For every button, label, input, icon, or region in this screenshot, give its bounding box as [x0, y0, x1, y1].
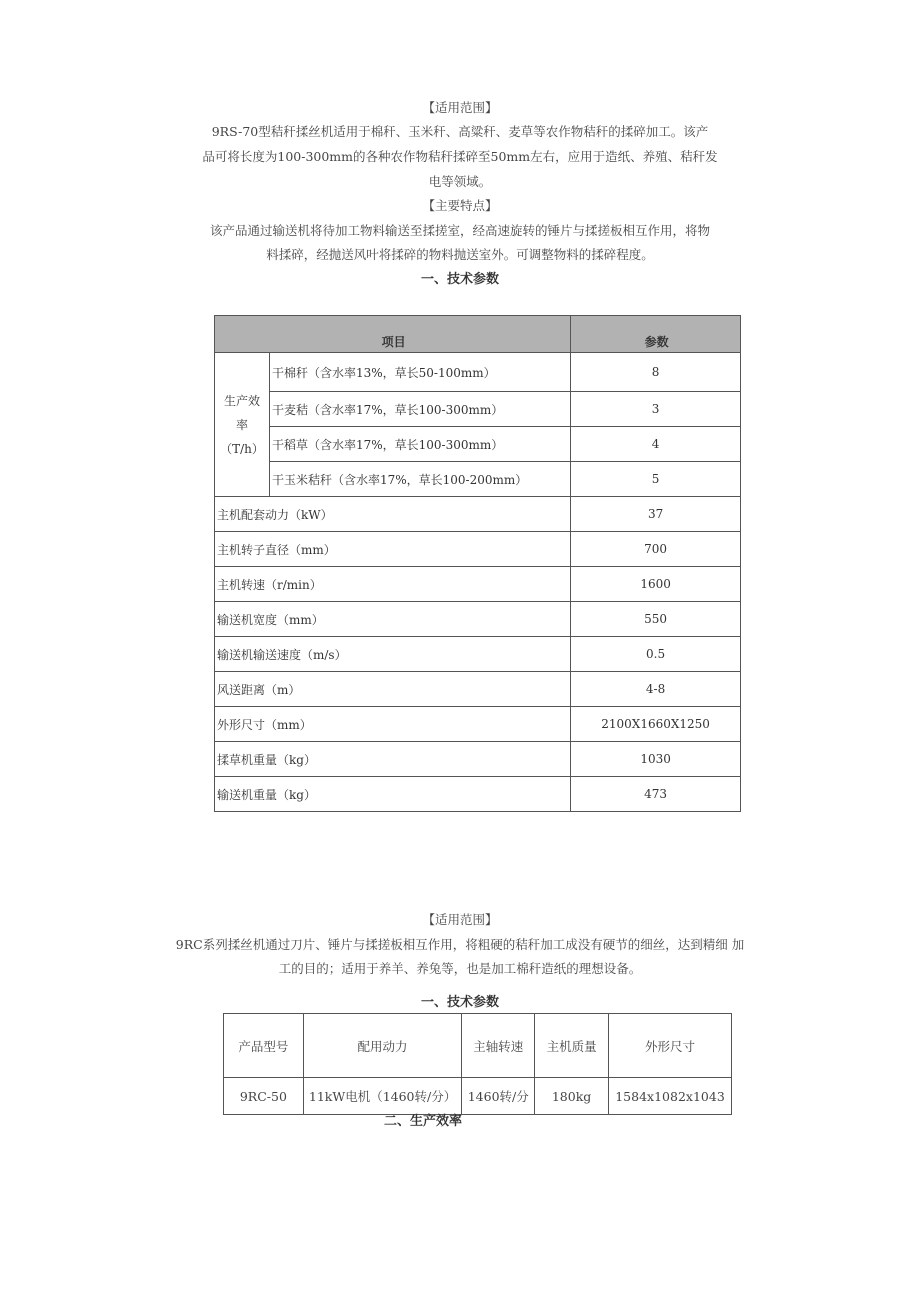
row-value: 0.5: [571, 637, 741, 672]
table-row: [215, 497, 741, 532]
group-label-production-efficiency: [215, 353, 270, 497]
row-label: 主机转子直径（mm）: [215, 532, 571, 567]
table-row: [215, 427, 741, 462]
tech-params-table-1: [214, 315, 741, 812]
row-label: 干麦秸（含水率17%，草长100-300mm）: [269, 392, 570, 427]
tech-params-table-2: [223, 1013, 732, 1115]
row-label: 干稻草（含水率17%，草长100-300mm）: [269, 427, 570, 462]
header-power: 配用动力: [303, 1014, 462, 1078]
cell-mass: 180kg: [535, 1078, 609, 1115]
table-row: [215, 392, 741, 427]
table-row: [215, 532, 741, 567]
row-label: 输送机重量（kg）: [215, 777, 571, 812]
scope2-line-2: 工的目的；适用于养羊、养兔等，也是加工棉秆造纸的理想设备。: [278, 961, 642, 976]
cell-model: 9RC-50: [224, 1078, 304, 1115]
group-label-line: 率: [235, 417, 248, 432]
table-row: [215, 353, 741, 392]
row-value: 4: [571, 427, 741, 462]
table-header-row: [215, 316, 741, 353]
header-param: 参数: [571, 316, 741, 353]
row-label: 主机配套动力（kW）: [215, 497, 571, 532]
header-model: 产品型号: [224, 1014, 304, 1078]
table-row: [215, 777, 741, 812]
row-value: 473: [571, 777, 741, 812]
scope-line-3: 电等领域。: [428, 174, 492, 189]
production-efficiency-title: 二、生产效率: [384, 1114, 463, 1129]
table-row: [215, 672, 741, 707]
header-mass: 主机质量: [535, 1014, 609, 1078]
row-value: 550: [571, 602, 741, 637]
header-spindle-speed: 主轴转速: [462, 1014, 535, 1078]
table-row: [215, 637, 741, 672]
tech-params-title-1: 一、技术参数: [420, 272, 499, 287]
cell-spindle-speed: 1460转/分: [462, 1078, 535, 1115]
row-label: 揉草机重量（kg）: [215, 742, 571, 777]
row-value: 4-8: [571, 672, 741, 707]
header-item: 项目: [215, 316, 571, 353]
scope-heading-2: 【适用范围】: [422, 912, 498, 927]
group-label-line: （T/h）: [220, 441, 264, 456]
row-value: 1030: [571, 742, 741, 777]
table-row: [215, 462, 741, 497]
row-label: 主机转速（r/min）: [215, 567, 571, 602]
row-label: 输送机输送速度（m/s）: [215, 637, 571, 672]
features-line-2: 料揉碎，经抛送风叶将揉碎的物料抛送室外。可调整物料的揉碎程度。: [266, 247, 654, 262]
row-value: 1600: [571, 567, 741, 602]
row-value: 37: [571, 497, 741, 532]
row-label: 输送机宽度（mm）: [215, 602, 571, 637]
header-dimensions: 外形尺寸: [609, 1014, 732, 1078]
tech-params-title-2: 一、技术参数: [420, 995, 499, 1010]
table-row: [215, 742, 741, 777]
row-value: 2100X1660X1250: [571, 707, 741, 742]
scope2-line-1: 9RC系列揉丝机通过刀片、锤片与揉搓板相互作用，将粗硬的秸秆加工成没有硬节的细丝，达到精细 加: [175, 937, 745, 952]
row-value: 700: [571, 532, 741, 567]
table-row: [215, 707, 741, 742]
table-row: [215, 567, 741, 602]
row-label: 风送距离（m）: [215, 672, 571, 707]
row-label: 外形尺寸（mm）: [215, 707, 571, 742]
table-header-row: [224, 1014, 732, 1078]
table-row: [224, 1078, 732, 1115]
scope-line-1: 9RS-70型秸秆揉丝机适用于棉秆、玉米秆、高粱秆、麦草等农作物秸秆的揉碎加工。该产: [211, 124, 709, 139]
row-value: 5: [571, 462, 741, 497]
group-label-line: 生产效: [223, 393, 260, 408]
row-label: 干玉米秸秆（含水率17%，草长100-200mm）: [269, 462, 570, 497]
row-label: 干棉秆（含水率13%，草长50-100mm）: [269, 353, 570, 392]
cell-dimensions: 1584x1082x1043: [609, 1078, 732, 1115]
row-value: 8: [571, 353, 741, 392]
scope-line-2: 品可将长度为100-300mm的各种农作物秸秆揉碎至50mm左右，应用于造纸、养殖、秸秆发: [202, 149, 718, 164]
table-row: [215, 602, 741, 637]
row-value: 3: [571, 392, 741, 427]
features-heading: 【主要特点】: [422, 198, 498, 213]
scope-heading-1: 【适用范围】: [422, 100, 498, 115]
cell-power: 11kW电机（1460转/分）: [303, 1078, 462, 1115]
features-line-1: 该产品通过输送机将待加工物料输送至揉搓室，经高速旋转的锤片与揉搓板相互作用，将物: [209, 223, 710, 238]
